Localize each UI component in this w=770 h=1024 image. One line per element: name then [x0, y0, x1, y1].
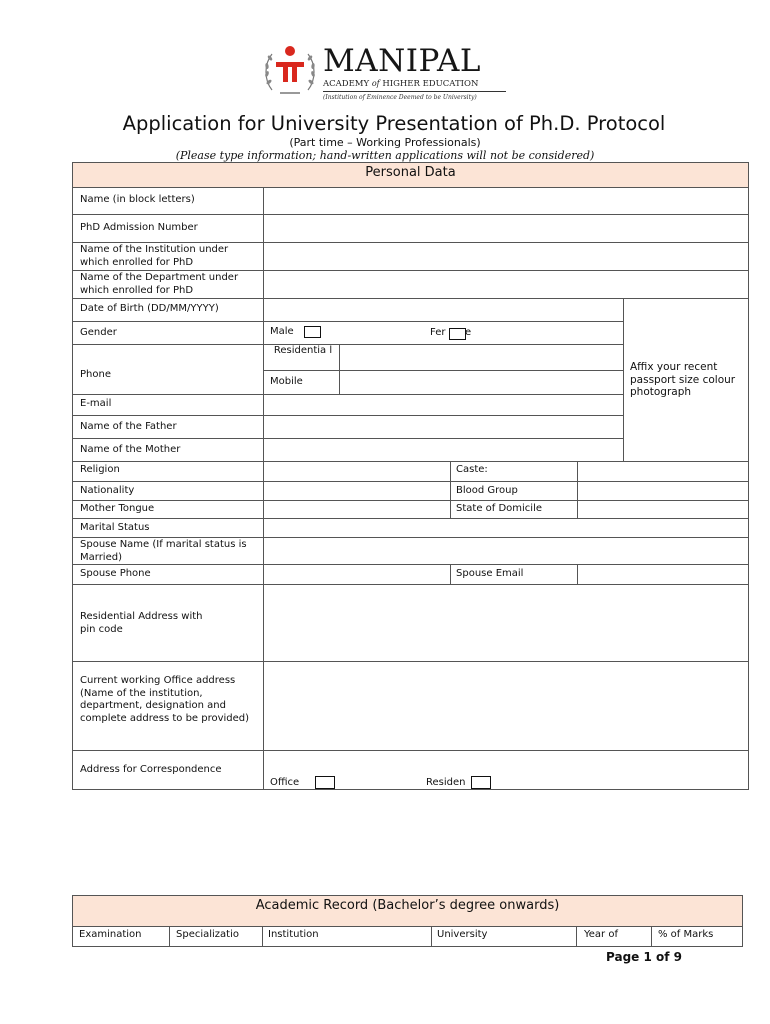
label-marital-status: Marital Status: [80, 522, 150, 533]
label-nationality: Nationality: [80, 485, 135, 496]
instruction-note: (Please type information; hand-written applications will not be considered): [175, 149, 595, 162]
row-rule: [72, 270, 749, 271]
university-logo: [262, 42, 512, 106]
correspondence-office-checkbox[interactable]: [315, 776, 335, 789]
logo-tagline: (Institution of Eminence Deemed to be University): [323, 94, 477, 101]
label-religion: Religion: [80, 464, 120, 475]
row-rule: [72, 162, 749, 163]
logo-divider: [323, 91, 506, 92]
column-header-marks: % of Marks: [658, 929, 714, 940]
row-rule: [72, 750, 749, 751]
personal-data-title: Personal Data: [365, 165, 456, 180]
col-rule: [742, 895, 743, 947]
row-rule: [72, 789, 749, 790]
logo-sub-of: of: [371, 79, 380, 88]
row-rule: [72, 895, 743, 896]
label-spouse-name: Spouse Name (If marital status is Married): [80, 539, 247, 563]
logo-sub-academy: ACADEMY: [323, 79, 370, 89]
column-header-year: Year of: [584, 929, 618, 940]
row-rule: [72, 415, 623, 416]
row-rule: [72, 537, 749, 538]
col-rule: [169, 926, 170, 947]
label-dob: Date of Birth (DD/MM/YYYY): [80, 303, 219, 314]
col-rule: [262, 926, 263, 947]
label-caste: Caste:: [456, 464, 488, 475]
label-father: Name of the Father: [80, 421, 177, 432]
row-rule: [263, 370, 623, 371]
column-header-examination: Examination: [79, 929, 142, 940]
gender-female-label: Fer: [430, 327, 446, 338]
row-rule: [72, 584, 749, 585]
row-rule: [72, 926, 743, 927]
col-rule: [577, 564, 578, 584]
gender-male-checkbox[interactable]: [304, 326, 321, 338]
logo-subtitle: [323, 79, 478, 89]
page-title: Application for University Presentation of Ph.D. Protocol: [122, 112, 666, 135]
row-rule: [72, 500, 749, 501]
col-rule: [623, 298, 624, 461]
column-header-specialization: Specializatio: [176, 929, 240, 940]
label-department: Name of the Department under which enrolled for PhD: [80, 272, 239, 296]
correspondence-office-label: Office: [270, 777, 300, 788]
row-rule: [72, 344, 623, 345]
gender-male-label: Male: [270, 326, 294, 337]
label-domicile: State of Domicile: [456, 503, 543, 514]
column-header-university: University: [437, 929, 488, 940]
page-number: Page 1 of 9: [606, 950, 682, 964]
row-rule: [72, 187, 749, 188]
logo-wordmark: MANIPAL: [323, 43, 481, 79]
photo-placeholder: Affix your recent passport size colour photograph: [630, 361, 736, 398]
col-rule: [72, 162, 73, 790]
label-mobile: Mobile: [270, 376, 303, 387]
label-correspondence: Address for Correspondence: [80, 764, 222, 775]
row-rule: [72, 214, 749, 215]
col-rule: [72, 895, 73, 947]
col-rule: [450, 461, 451, 518]
col-rule: [576, 926, 577, 947]
column-header-institution: Institution: [268, 929, 319, 940]
gender-female-label-tail: e: [465, 327, 472, 338]
label-email: E-mail: [80, 398, 112, 409]
row-rule: [72, 461, 749, 462]
row-rule: [72, 438, 623, 439]
row-rule: [72, 518, 749, 519]
label-spouse-phone: Spouse Phone: [80, 568, 151, 579]
col-rule: [263, 187, 264, 790]
label-name: Name (in block letters): [80, 194, 195, 205]
manipal-emblem-icon: [262, 42, 318, 102]
academic-record-title: Academic Record (Bachelor’s degree onwards): [255, 898, 560, 913]
label-spouse-email: Spouse Email: [456, 568, 524, 579]
col-rule: [450, 564, 451, 584]
col-rule: [748, 162, 749, 790]
row-rule: [72, 661, 749, 662]
row-rule: [72, 946, 743, 947]
col-rule: [339, 344, 340, 394]
row-rule: [72, 242, 749, 243]
logo-sub-higher-education: HIGHER EDUCATION: [382, 79, 479, 89]
row-rule: [72, 481, 749, 482]
label-residential-phone: Residentia l: [273, 345, 333, 356]
label-residential-address: Residential Address with pin code: [80, 611, 203, 635]
correspondence-resident-checkbox[interactable]: [471, 776, 491, 789]
label-institution: Name of the Institution under which enrolled for PhD: [80, 244, 229, 268]
label-office-address: Current working Office address (Name of the institution, department, designation and complete address to be provided): [80, 675, 250, 724]
col-rule: [651, 926, 652, 947]
row-rule: [72, 394, 623, 395]
gender-female-checkbox[interactable]: [449, 328, 466, 340]
correspondence-resident-label: Residen: [426, 777, 466, 788]
label-gender: Gender: [80, 327, 117, 338]
row-rule: [72, 564, 749, 565]
label-admission-number: PhD Admission Number: [80, 222, 198, 233]
label-blood-group: Blood Group: [456, 485, 518, 496]
label-mother-tongue: Mother Tongue: [80, 503, 155, 514]
row-rule: [72, 321, 623, 322]
col-rule: [577, 461, 578, 518]
page-subtitle: (Part time – Working Professionals): [289, 136, 481, 149]
col-rule: [431, 926, 432, 947]
label-mother: Name of the Mother: [80, 444, 181, 455]
label-phone: Phone: [80, 369, 111, 380]
row-rule: [72, 298, 749, 299]
